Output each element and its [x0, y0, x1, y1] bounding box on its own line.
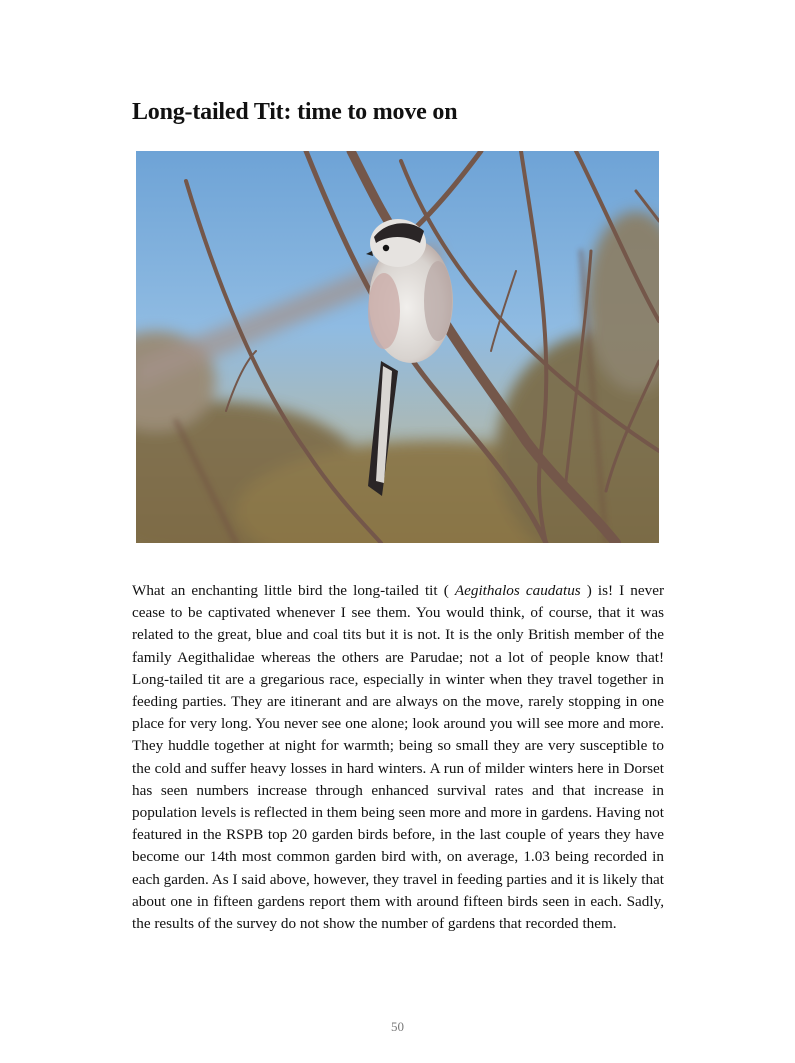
bird-photo: [136, 151, 659, 543]
article-paragraph: [132, 580, 664, 935]
page-number: 50: [391, 1019, 404, 1034]
scientific-name: Aegithalos caudatus: [454, 582, 581, 599]
paragraph-text-start: What an enchanting little bird the long-tailed tit (: [132, 582, 455, 599]
article-title: Long-tailed Tit: time to move on: [132, 99, 458, 125]
paragraph-text-rest: ) is! I never cease to be captivated whenever I see them. You would think, of course, that it was related to the great, blue and coal tits but it is not. It is the only British member of the family Aegithalidae whereas the others are Parudae; not a lot of people know that! Long-tailed tit are a gregarious race, especially in winter when they travel together in feeding parties. They are itinerant and are always on the move, rarely stopping in one place for very long. You never see one alone; look around you will see more and more. They huddle together at night for warmth; being so small they are very susceptible to the cold and suffer heavy losses in hard winters. A run of milder winters here in Dorset has seen numbers increase through enhanced survival rates and that increase in population levels is reflected in them being seen more and more in gardens. Having not featured in the RSPB top 20 garden birds before, in the last couple of years they have become our 14th most common garden bird with, on average, 1.03 being recorded in each garden. As I said above, however, they travel in feeding parties and it is likely that about one in fifteen gardens report them with around fifteen birds seen in each. Sadly, the results of the survey do not show the number of gardens that recorded them.: [132, 582, 664, 933]
